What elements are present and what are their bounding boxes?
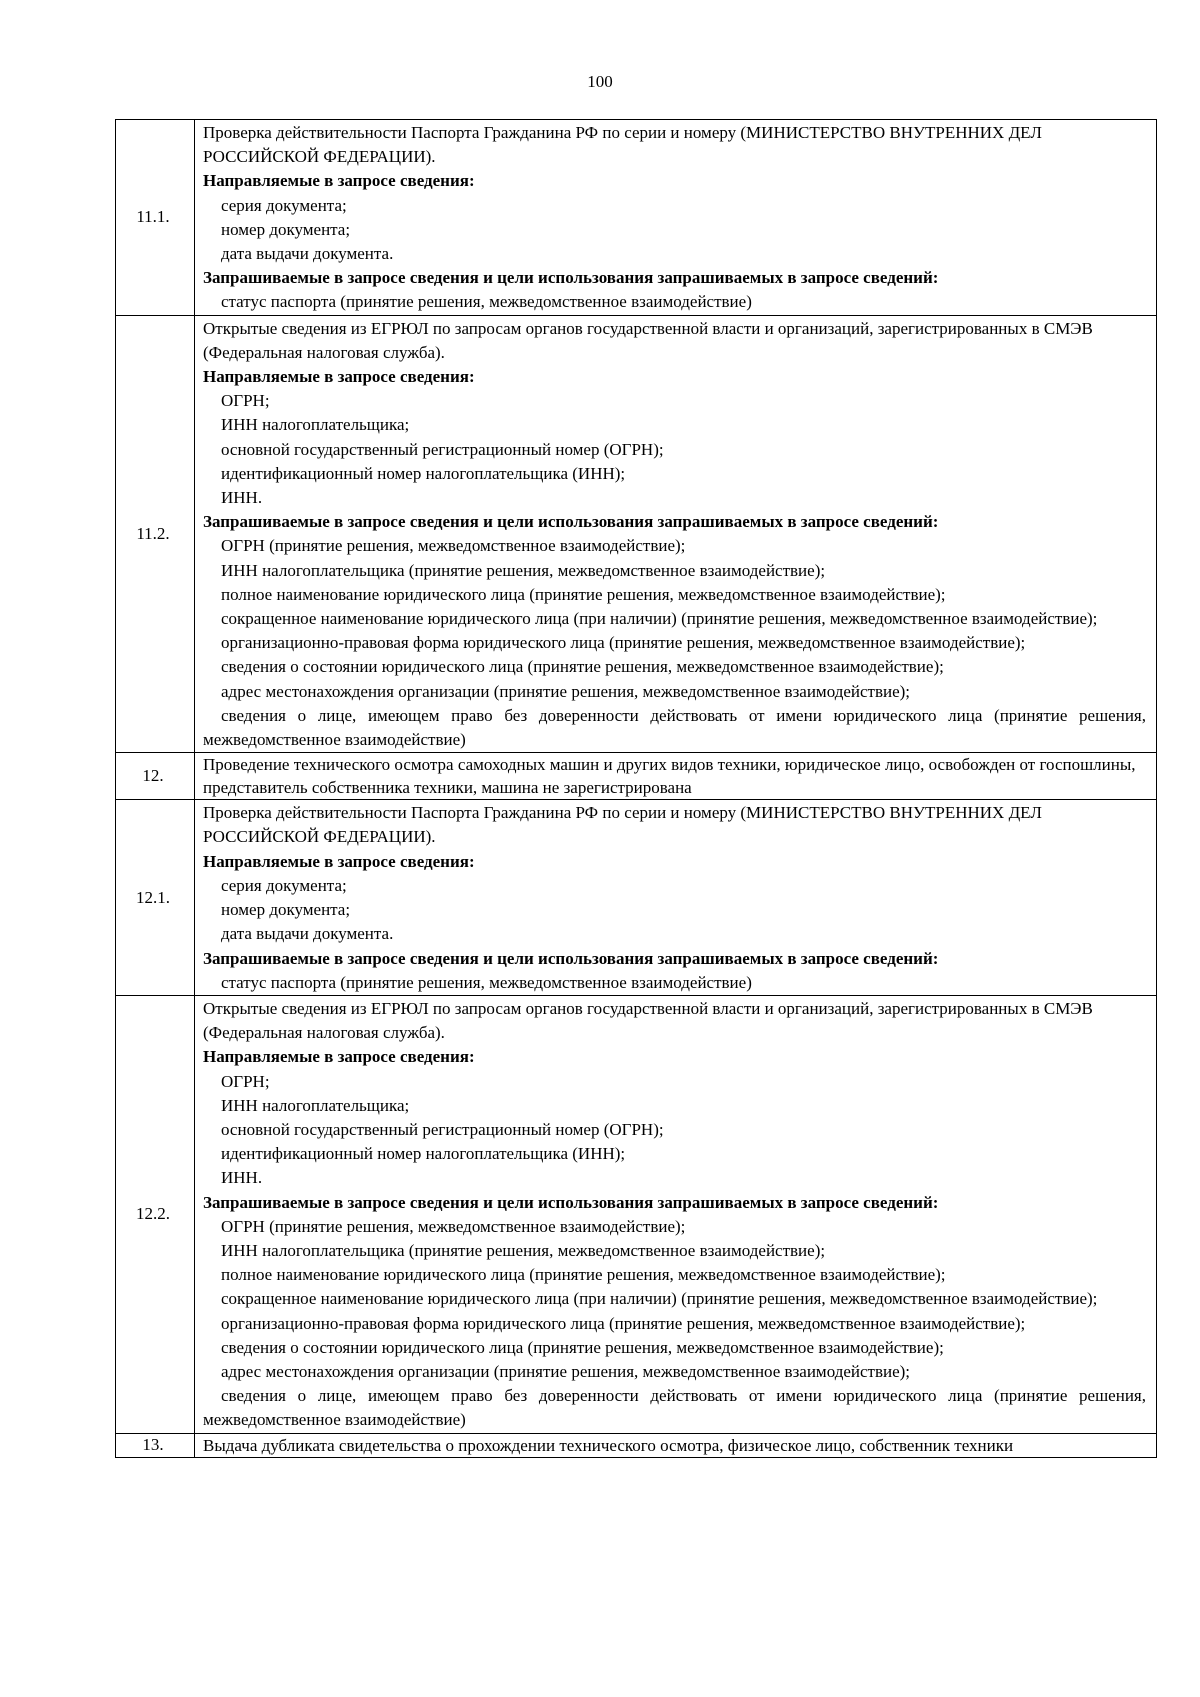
- list-item: номер документа;: [221, 219, 351, 239]
- row-content: [195, 753, 1157, 800]
- list-item: основной государственный регистрационный номер (ОГРН);: [221, 1119, 664, 1139]
- list-item: номер документа;: [221, 900, 351, 920]
- table-row: [116, 800, 1157, 996]
- list-item: сокращенное наименование юридического лица (при наличии) (принятие решения, межведомственное взаимодействие);: [221, 609, 1098, 629]
- row-number: 11.1.: [116, 120, 195, 316]
- list-item: ОГРН (принятие решения, межведомственное взаимодействие);: [221, 536, 686, 556]
- section-heading: Запрашиваемые в запросе сведения и цели использования запрашиваемых в запросе сведений:: [203, 1192, 939, 1212]
- list-item: ОГРН (принятие решения, межведомственное взаимодействие);: [221, 1216, 686, 1236]
- list-item: сведения о состоянии юридического лица (принятие решения, межведомственное взаимодействие);: [221, 657, 944, 677]
- list-item: статус паспорта (принятие решения, межведомственное взаимодействие): [221, 292, 752, 312]
- section-heading: Запрашиваемые в запросе сведения и цели использования запрашиваемых в запросе сведений:: [203, 948, 939, 968]
- row-number: 12.: [116, 753, 195, 800]
- table-row: [116, 120, 1157, 316]
- list-item: ОГРН;: [221, 391, 270, 411]
- page-number: 100: [587, 72, 613, 91]
- requirements-table: [115, 119, 1157, 1458]
- table-body: [116, 120, 1157, 1458]
- list-item: ИНН налогоплательщика;: [221, 1095, 410, 1115]
- section-heading: Направляемые в запросе сведения:: [203, 1047, 475, 1067]
- section-heading: Направляемые в запросе сведения:: [203, 171, 475, 191]
- list-item: основной государственный регистрационный номер (ОГРН);: [221, 439, 664, 459]
- list-item: дата выдачи документа.: [221, 924, 394, 944]
- list-item: полное наименование юридического лица (принятие решения, межведомственное взаимодействие);: [221, 584, 946, 604]
- table-row: [116, 315, 1157, 753]
- list-item: адрес местонахождения организации (принятие решения, межведомственное взаимодействие);: [221, 1361, 911, 1381]
- row-number: 12.2.: [116, 995, 195, 1433]
- list-item: ИНН.: [221, 1168, 263, 1188]
- list-item: идентификационный номер налогоплательщика (ИНН);: [221, 1144, 626, 1164]
- description-text: Проверка действительности Паспорта Гражданина РФ по серии и номеру (МИНИСТЕРСТВО ВНУТРЕННИХ ДЕЛ РОССИЙСКОЙ ФЕДЕРАЦИИ).: [203, 123, 1042, 167]
- section-heading: Направляемые в запросе сведения:: [203, 367, 475, 387]
- list-item: дата выдачи документа.: [221, 244, 394, 264]
- list-item: серия документа;: [221, 875, 347, 895]
- description-text: Проверка действительности Паспорта Гражданина РФ по серии и номеру (МИНИСТЕРСТВО ВНУТРЕННИХ ДЕЛ РОССИЙСКОЙ ФЕДЕРАЦИИ).: [203, 803, 1042, 847]
- list-item: ИНН налогоплательщика;: [221, 415, 410, 435]
- list-item: адрес местонахождения организации (принятие решения, межведомственное взаимодействие);: [221, 681, 911, 701]
- list-item: полное наименование юридического лица (принятие решения, межведомственное взаимодействие);: [221, 1265, 946, 1285]
- description-text: Проведение технического осмотра самоходных машин и других видов техники, юридическое лицо, освобожден от госпошлины, представитель собственника техники, машина не зарегистрирована: [203, 755, 1136, 797]
- section-heading: Направляемые в запросе сведения:: [203, 851, 475, 871]
- table-row: [116, 753, 1157, 800]
- list-item: сведения о лице, имеющем право без доверенности действовать от имени юридического лица (принятие решения, межведомственное взаимодействие): [203, 1386, 1146, 1430]
- list-item: ИНН налогоплательщика (принятие решения, межведомственное взаимодействие);: [221, 560, 826, 580]
- description-text: Открытые сведения из ЕГРЮЛ по запросам органов государственной власти и организаций, зарегистрированных в СМЭВ (Федеральная налоговая служба).: [203, 318, 1093, 362]
- list-item: организационно-правовая форма юридического лица (принятие решения, межведомственное взаимодействие);: [221, 1313, 1026, 1333]
- section-heading: Запрашиваемые в запросе сведения и цели использования запрашиваемых в запросе сведений:: [203, 268, 939, 288]
- list-item: сведения о состоянии юридического лица (принятие решения, межведомственное взаимодействие);: [221, 1337, 944, 1357]
- row-content: [195, 995, 1157, 1433]
- section-heading: Запрашиваемые в запросе сведения и цели использования запрашиваемых в запросе сведений:: [203, 512, 939, 532]
- row-number: 12.1.: [116, 800, 195, 996]
- table-row: [116, 995, 1157, 1433]
- list-item: идентификационный номер налогоплательщика (ИНН);: [221, 463, 626, 483]
- description-text: Выдача дубликата свидетельства о прохождении технического осмотра, физическое лицо, собственник техники: [203, 1435, 1014, 1455]
- list-item: организационно-правовая форма юридического лица (принятие решения, межведомственное взаимодействие);: [221, 633, 1026, 653]
- list-item: серия документа;: [221, 195, 347, 215]
- list-item: статус паспорта (принятие решения, межведомственное взаимодействие): [221, 972, 752, 992]
- list-item: ИНН.: [221, 488, 263, 508]
- row-number: 11.2.: [116, 315, 195, 753]
- list-item: ИНН налогоплательщика (принятие решения, межведомственное взаимодействие);: [221, 1240, 826, 1260]
- row-number: 13.: [116, 1433, 195, 1458]
- description-text: Открытые сведения из ЕГРЮЛ по запросам органов государственной власти и организаций, зарегистрированных в СМЭВ (Федеральная налоговая служба).: [203, 998, 1093, 1043]
- table-row: [116, 1433, 1157, 1458]
- list-item: сокращенное наименование юридического лица (при наличии) (принятие решения, межведомственное взаимодействие);: [221, 1289, 1098, 1309]
- row-content: [195, 120, 1157, 316]
- list-item: сведения о лице, имеющем право без доверенности действовать от имени юридического лица (принятие решения, межведомственное взаимодействие): [203, 705, 1146, 750]
- row-content: [195, 800, 1157, 996]
- row-content: [195, 1433, 1157, 1458]
- list-item: ОГРН;: [221, 1071, 270, 1091]
- row-content: [195, 315, 1157, 753]
